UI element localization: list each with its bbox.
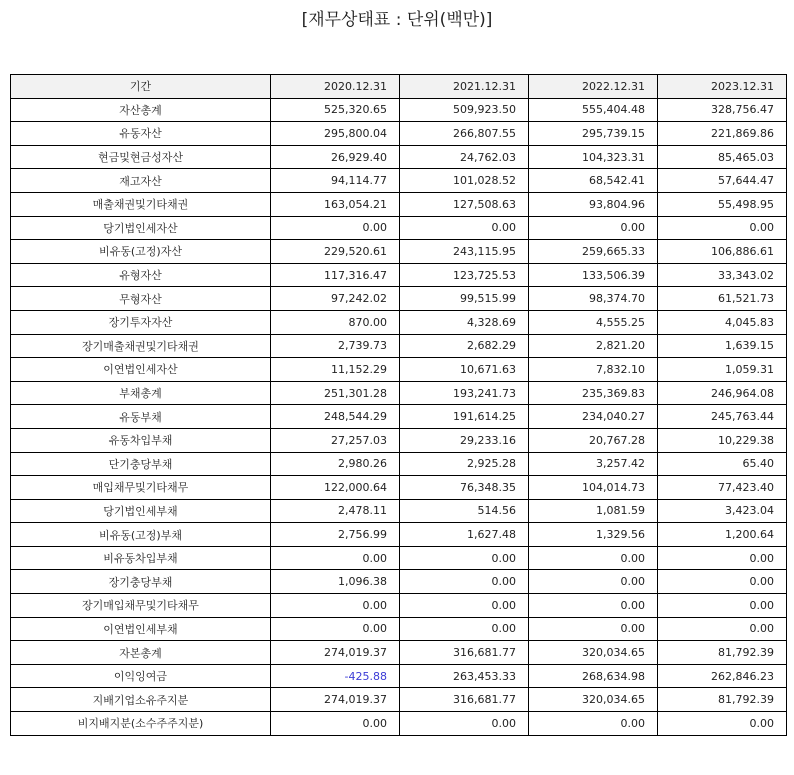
table-row [11,192,787,216]
row-value-cell: 0.00 [529,546,658,570]
row-label: 자산총계 [11,98,271,122]
row-value-cell: 1,096.38 [271,570,400,594]
row-value-cell: 295,800.04 [271,122,400,146]
row-label: 장기매출채권및기타채권 [11,334,271,358]
row-value-cell: 274,019.37 [271,641,400,665]
row-value-cell: 10,671.63 [400,358,529,382]
row-value-cell: 268,634.98 [529,664,658,688]
row-value-cell: 0.00 [271,216,400,240]
row-label: 비유동(고정)부채 [11,523,271,547]
row-value-cell: 122,000.64 [271,476,400,500]
row-value-cell: 0.00 [271,617,400,641]
table-header-row [11,75,787,99]
row-label: 장기투자자산 [11,310,271,334]
row-value-cell: 0.00 [400,712,529,736]
table-row [11,688,787,712]
row-value-cell: 61,521.73 [658,287,787,311]
row-value-cell: 163,054.21 [271,192,400,216]
row-label: 자본총계 [11,641,271,665]
row-value-cell: 0.00 [658,546,787,570]
row-value-cell: 93,804.96 [529,192,658,216]
row-value-cell: 106,886.61 [658,240,787,264]
row-value-cell: 191,614.25 [400,405,529,429]
row-label: 비지배지분(소수주주지분) [11,712,271,736]
row-value-cell: 870.00 [271,310,400,334]
table-row [11,381,787,405]
balance-sheet-table [10,74,787,736]
row-label: 매출채권및기타채권 [11,192,271,216]
row-value-cell: 77,423.40 [658,476,787,500]
row-value-cell: 94,114.77 [271,169,400,193]
row-value-cell: 0.00 [400,617,529,641]
table-row [11,334,787,358]
row-value-cell: 0.00 [529,216,658,240]
header-period: 기간 [11,75,271,99]
header-2020: 2020.12.31 [271,75,400,99]
row-value-cell: 2,980.26 [271,452,400,476]
row-value-cell: 234,040.27 [529,405,658,429]
row-label: 매입채무및기타채무 [11,476,271,500]
table-row [11,428,787,452]
header-2023: 2023.12.31 [658,75,787,99]
row-value-cell: 274,019.37 [271,688,400,712]
row-label: 이연법인세부채 [11,617,271,641]
row-label: 이연법인세자산 [11,358,271,382]
row-value-cell: 85,465.03 [658,145,787,169]
row-value-cell: 133,506.39 [529,263,658,287]
row-value-cell: 259,665.33 [529,240,658,264]
table-row [11,452,787,476]
row-value-cell: 2,739.73 [271,334,400,358]
row-value-cell: 3,257.42 [529,452,658,476]
row-value-cell: 3,423.04 [658,499,787,523]
row-value-cell: 328,756.47 [658,98,787,122]
row-value-cell: 320,034.65 [529,688,658,712]
row-value-cell: 104,014.73 [529,476,658,500]
row-value-cell: 97,242.02 [271,287,400,311]
row-value-cell: 0.00 [658,617,787,641]
row-value-cell: 2,925.28 [400,452,529,476]
row-value-cell: 316,681.77 [400,641,529,665]
row-value-cell: 0.00 [658,570,787,594]
row-value-cell: 2,821.20 [529,334,658,358]
row-value-cell: 235,369.83 [529,381,658,405]
table-row [11,310,787,334]
row-value-cell: 229,520.61 [271,240,400,264]
row-value-cell: 33,343.02 [658,263,787,287]
row-value-cell: 263,453.33 [400,664,529,688]
table-row [11,145,787,169]
row-value-cell: 248,544.29 [271,405,400,429]
table-row [11,594,787,618]
row-value-cell: 4,045.83 [658,310,787,334]
row-value-cell: 4,328.69 [400,310,529,334]
row-value-cell: 555,404.48 [529,98,658,122]
row-value-cell: 29,233.16 [400,428,529,452]
row-value-cell: 0.00 [658,216,787,240]
table-row [11,287,787,311]
row-label: 지배기업소유주지분 [11,688,271,712]
table-row [11,122,787,146]
row-value-cell: 123,725.53 [400,263,529,287]
row-value-cell: 7,832.10 [529,358,658,382]
row-value-cell: 262,846.23 [658,664,787,688]
row-value-cell: 1,200.64 [658,523,787,547]
row-value-cell: 20,767.28 [529,428,658,452]
row-label: 이익잉여금 [11,664,271,688]
row-value-cell: 0.00 [529,594,658,618]
row-value-cell: 0.00 [529,570,658,594]
table-row [11,546,787,570]
row-value-cell: 514.56 [400,499,529,523]
row-value-cell: 193,241.73 [400,381,529,405]
table-row [11,405,787,429]
row-value-cell: 221,869.86 [658,122,787,146]
table-body [11,98,787,735]
row-value-cell: 509,923.50 [400,98,529,122]
row-value-cell: 65.40 [658,452,787,476]
row-label: 유동부채 [11,405,271,429]
table-row [11,216,787,240]
row-value-cell: 1,329.56 [529,523,658,547]
row-value-cell: 0.00 [271,594,400,618]
row-value-cell: 0.00 [658,712,787,736]
row-label: 당기법인세부채 [11,499,271,523]
row-value-cell: 1,639.15 [658,334,787,358]
row-value-cell: 81,792.39 [658,688,787,712]
table-row [11,499,787,523]
row-value-cell: 0.00 [271,546,400,570]
row-value-cell: 246,964.08 [658,381,787,405]
row-value-cell: 0.00 [400,546,529,570]
row-value-cell: 0.00 [529,617,658,641]
row-value-cell: 76,348.35 [400,476,529,500]
row-value-cell: 243,115.95 [400,240,529,264]
row-label: 유동자산 [11,122,271,146]
row-value-cell: 0.00 [529,712,658,736]
row-label: 단기충당부채 [11,452,271,476]
row-label: 재고자산 [11,169,271,193]
header-2022: 2022.12.31 [529,75,658,99]
row-value-cell: 55,498.95 [658,192,787,216]
row-value-cell: 99,515.99 [400,287,529,311]
row-value-cell: 0.00 [658,594,787,618]
row-value-cell: 27,257.03 [271,428,400,452]
row-value-cell: 295,739.15 [529,122,658,146]
row-value-cell: 320,034.65 [529,641,658,665]
page-title: [재무상태표 : 단위(백만)] [301,10,493,30]
row-value-cell: 4,555.25 [529,310,658,334]
table-row [11,358,787,382]
row-label: 장기충당부채 [11,570,271,594]
row-value-cell: 1,059.31 [658,358,787,382]
table-row [11,641,787,665]
table-row [11,240,787,264]
row-value-cell: -425.88 [271,664,400,688]
table-row [11,169,787,193]
row-value-cell: 10,229.38 [658,428,787,452]
row-value-cell: 251,301.28 [271,381,400,405]
row-value-cell: 316,681.77 [400,688,529,712]
row-label: 비유동(고정)자산 [11,240,271,264]
row-value-cell: 117,316.47 [271,263,400,287]
row-value-cell: 266,807.55 [400,122,529,146]
table-row [11,664,787,688]
row-value-cell: 127,508.63 [400,192,529,216]
row-value-cell: 2,478.11 [271,499,400,523]
row-value-cell: 525,320.65 [271,98,400,122]
table-row [11,712,787,736]
row-label: 유동차입부채 [11,428,271,452]
row-value-cell: 101,028.52 [400,169,529,193]
row-label: 유형자산 [11,263,271,287]
row-label: 부채총계 [11,381,271,405]
row-value-cell: 11,152.29 [271,358,400,382]
row-value-cell: 0.00 [400,594,529,618]
header-2021: 2021.12.31 [400,75,529,99]
row-value-cell: 1,081.59 [529,499,658,523]
row-value-cell: 98,374.70 [529,287,658,311]
row-value-cell: 2,756.99 [271,523,400,547]
table-row [11,263,787,287]
row-label: 당기법인세자산 [11,216,271,240]
row-value-cell: 245,763.44 [658,405,787,429]
table-row [11,617,787,641]
table-row [11,476,787,500]
row-label: 비유동차입부채 [11,546,271,570]
row-label: 장기매입채무및기타채무 [11,594,271,618]
row-value-cell: 1,627.48 [400,523,529,547]
table-row [11,570,787,594]
row-value-cell: 26,929.40 [271,145,400,169]
row-value-cell: 24,762.03 [400,145,529,169]
row-label: 현금및현금성자산 [11,145,271,169]
row-label: 무형자산 [11,287,271,311]
row-value-cell: 57,644.47 [658,169,787,193]
row-value-cell: 0.00 [271,712,400,736]
row-value-cell: 104,323.31 [529,145,658,169]
table-row [11,98,787,122]
row-value-cell: 0.00 [400,570,529,594]
table-row [11,523,787,547]
row-value-cell: 81,792.39 [658,641,787,665]
row-value-cell: 2,682.29 [400,334,529,358]
row-value-cell: 0.00 [400,216,529,240]
row-value-cell: 68,542.41 [529,169,658,193]
